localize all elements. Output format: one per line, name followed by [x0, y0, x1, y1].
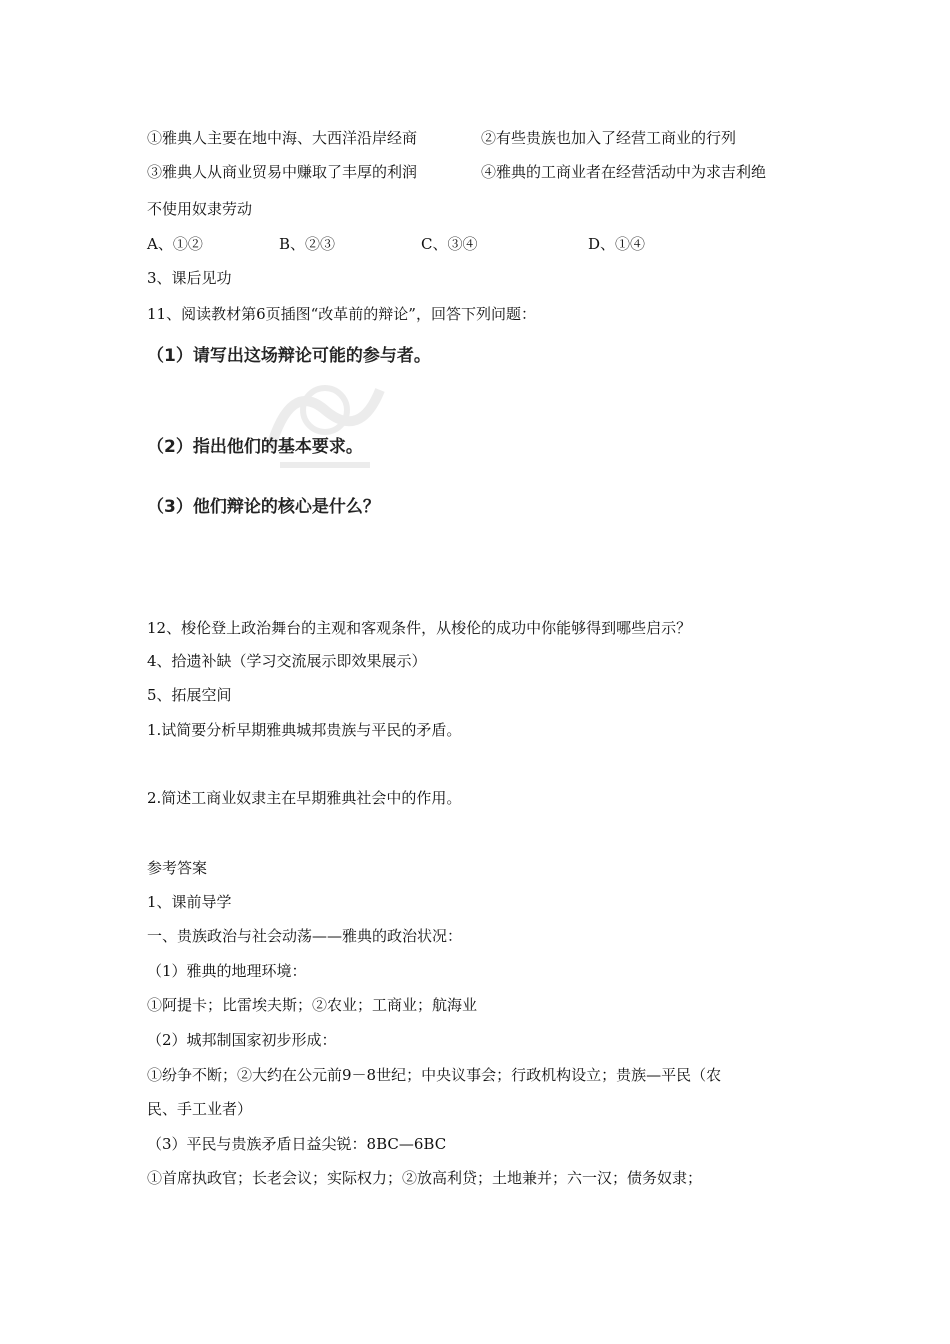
statement-row-1	[147, 128, 737, 148]
statement-2: ②有些贵族也加入了经营工商业的行列	[481, 129, 737, 147]
answer-body-continuation: 民、手工业者）	[147, 1100, 253, 1118]
section-heading: 5、拓展空间	[147, 686, 232, 704]
answer-body: ①阿提卡；比雷埃夫斯；②农业；工商业；航海业	[147, 996, 478, 1014]
image-question-1: （1）请写出这场辩论可能的参与者。	[147, 346, 431, 366]
answers-section-heading: 1、课前导学	[147, 893, 232, 911]
statement-4: ④雅典的工商业者在经营活动中为求吉利绝	[481, 163, 767, 181]
section-heading: 3、课后见功	[147, 269, 232, 287]
statement-3: ③雅典人从商业贸易中赚取了丰厚的利润	[147, 163, 418, 181]
watermark-icon	[250, 360, 400, 480]
question-12: 12、梭伦登上政治舞台的主观和客观条件，从梭伦的成功中你能够得到哪些启示？	[147, 619, 692, 637]
option-a: A、①②	[147, 235, 203, 253]
answer-body: ①纷争不断；②大约在公元前9－8世纪；中央议事会；行政机构设立；贵族—平民（农	[147, 1066, 722, 1084]
statement-row-2	[147, 162, 767, 182]
question-11: 11、阅读教材第6页插图“改革前的辩论”，回答下列问题：	[147, 305, 536, 323]
answer-subheading: （1）雅典的地理环境：	[147, 962, 307, 980]
image-question-2: （2）指出他们的基本要求。	[147, 437, 363, 457]
answer-subheading: （3）平民与贵族矛盾日益尖锐：8BC—6BC	[147, 1135, 447, 1153]
answers-part-heading: 一、贵族政治与社会动荡——雅典的政治状况：	[147, 927, 463, 945]
answer-subheading: （2）城邦制国家初步形成：	[147, 1031, 337, 1049]
answer-body: ①首席执政官；长老会议；实际权力；②放高利贷；土地兼并；六一汉；债务奴隶；	[147, 1169, 703, 1187]
image-question-3: （3）他们辩论的核心是什么？	[147, 497, 380, 517]
option-b: B、②③	[279, 235, 336, 253]
option-c: C、③④	[421, 235, 478, 253]
extension-question-2: 2.简述工商业奴隶主在早期雅典社会中的作用。	[147, 789, 462, 807]
answers-title: 参考答案	[147, 859, 208, 877]
statement-1: ①雅典人主要在地中海、大西洋沿岸经商	[147, 129, 418, 147]
option-d: D、①④	[588, 235, 646, 253]
answer-options	[147, 234, 667, 254]
section-heading: 4、拾遗补缺（学习交流展示即效果展示）	[147, 652, 427, 670]
extension-question-1: 1.试简要分析早期雅典城邦贵族与平民的矛盾。	[147, 721, 462, 739]
statement-4-continuation: 不使用奴隶劳动	[147, 200, 253, 218]
